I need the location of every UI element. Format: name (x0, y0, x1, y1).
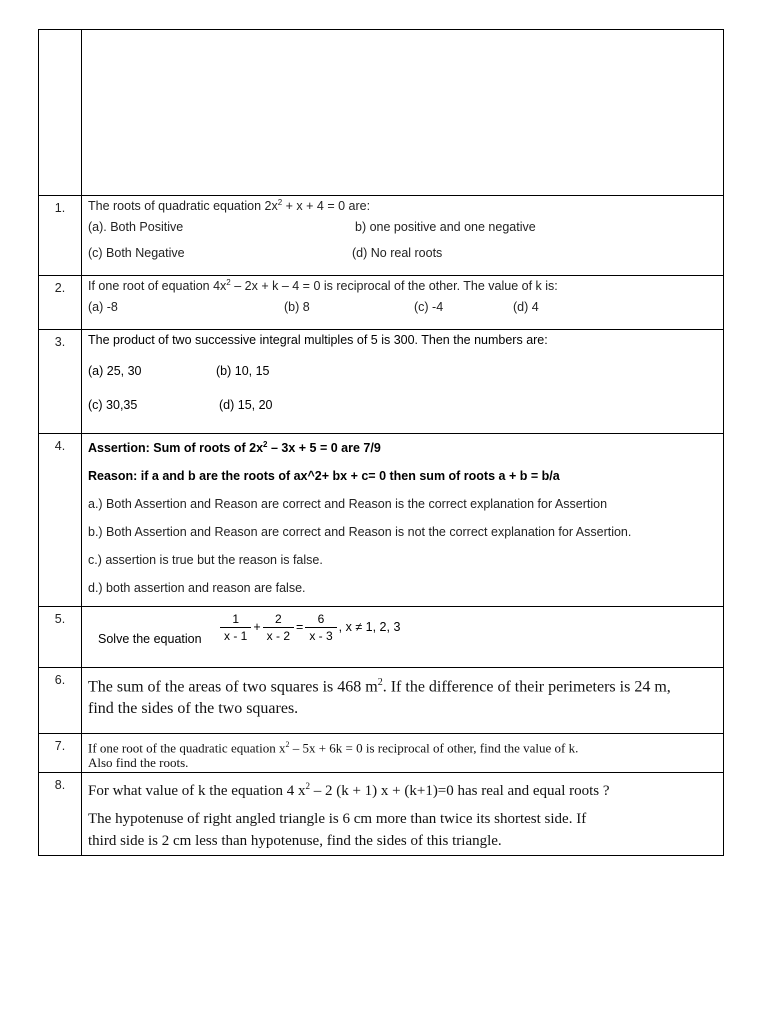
reason: Reason: if a and b are the roots of ax^2+ bx + c= 0 then sum of roots a + b = b/a (88, 469, 560, 483)
fraction-3: $\frac{6}{x - 3}$ (305, 611, 336, 644)
question-line-1: If one root of the quadratic equation $x^2 - 5x + 6k = 0$ is reciprocal of other, find the value of k. (88, 740, 579, 756)
option-d: (d) 4 (513, 300, 539, 315)
option-b: b.) Both Assertion and Reason are correct and Reason is not the correct explanation for Assertion. (88, 525, 632, 539)
question-number: 5. (39, 607, 82, 668)
option-c: c.) assertion is true but the reason is false. (88, 553, 323, 567)
question-line-3: third side is 2 cm less than hypotenuse, find the sides of this triangle. (88, 833, 502, 850)
equation-prefix: Solve the equation (98, 632, 202, 646)
fraction-1: $\frac{1}{x - 1}$ (220, 611, 251, 644)
question-number: 6. (39, 668, 82, 734)
option-c: (c) -4 (414, 300, 444, 315)
question-stem: The product of two successive integral multiples of 5 is 300. Then the numbers are: (88, 333, 548, 347)
table-row (39, 330, 724, 434)
question-line-2: find the sides of the two squares. (88, 700, 299, 718)
question-number: 1. (39, 196, 82, 276)
question-table (38, 29, 724, 856)
option-d: (d) 15, 20 (219, 397, 273, 412)
table-row (39, 276, 724, 330)
option-b: (b) 8 (284, 300, 310, 315)
option-a: a.) Both Assertion and Reason are correct and Reason is the correct explanation for Assertion (88, 497, 608, 511)
question-number: 8. (39, 773, 82, 856)
option-c: (c) Both Negative (88, 246, 185, 261)
option-d: (d) No real roots (352, 246, 443, 261)
blank-row (39, 30, 724, 196)
question-number: 3. (39, 330, 82, 434)
question-stem: The roots of quadratic equation $2x^2 + x + 4 = 0$ are: (88, 198, 371, 214)
option-b: (b) 10, 15 (216, 363, 270, 378)
option-d: d.) both assertion and reason are false. (88, 581, 306, 595)
table-row (39, 607, 724, 668)
fraction-2: $\frac{2}{x - 2}$ (263, 611, 294, 644)
table-row (39, 773, 724, 856)
table-row (39, 196, 724, 276)
option-b: b) one positive and one negative (355, 220, 536, 235)
table-row (39, 434, 724, 607)
option-c: (c) 30,35 (88, 397, 138, 412)
question-number: 4. (39, 434, 82, 607)
equation-suffix: , x ≠ 1, 2, 3 (338, 619, 401, 634)
question-stem: If one root of equation $4x^2 - 2x + k - 4 = 0$ is reciprocal of the other. The value of k is: (88, 278, 558, 294)
table-row (39, 734, 724, 773)
option-a: (a) 25, 30 (88, 363, 142, 378)
question-line-1: For what value of k the equation 4 $x^2 - 2$ (k + 1) x + (k+1)=0 has real and equal roots ? (88, 781, 610, 800)
option-a: (a) -8 (88, 300, 118, 315)
question-line-1: The sum of the areas of two squares is 468 $m^2$. If the difference of their perimeters is 24 m, (88, 677, 671, 696)
table-row (39, 668, 724, 734)
equation: Solve the equation $\frac{1}{x - 1}$ + $\frac{2}{x - 2}$ = $\frac{6}{x - 3}$ , x ≠ 1, 2, 3 (98, 612, 401, 646)
option-a: (a). Both Positive (88, 220, 184, 235)
question-line-2: Also find the roots. (88, 755, 189, 771)
question-number: 7. (39, 734, 82, 773)
question-line-2: The hypotenuse of right angled triangle is 6 cm more than twice its shortest side. If (88, 811, 587, 828)
question-number: 2. (39, 276, 82, 330)
assertion: Assertion: Sum of roots of $2x^2 - 3x + 5 = 0$ are 7/9 (88, 439, 381, 455)
